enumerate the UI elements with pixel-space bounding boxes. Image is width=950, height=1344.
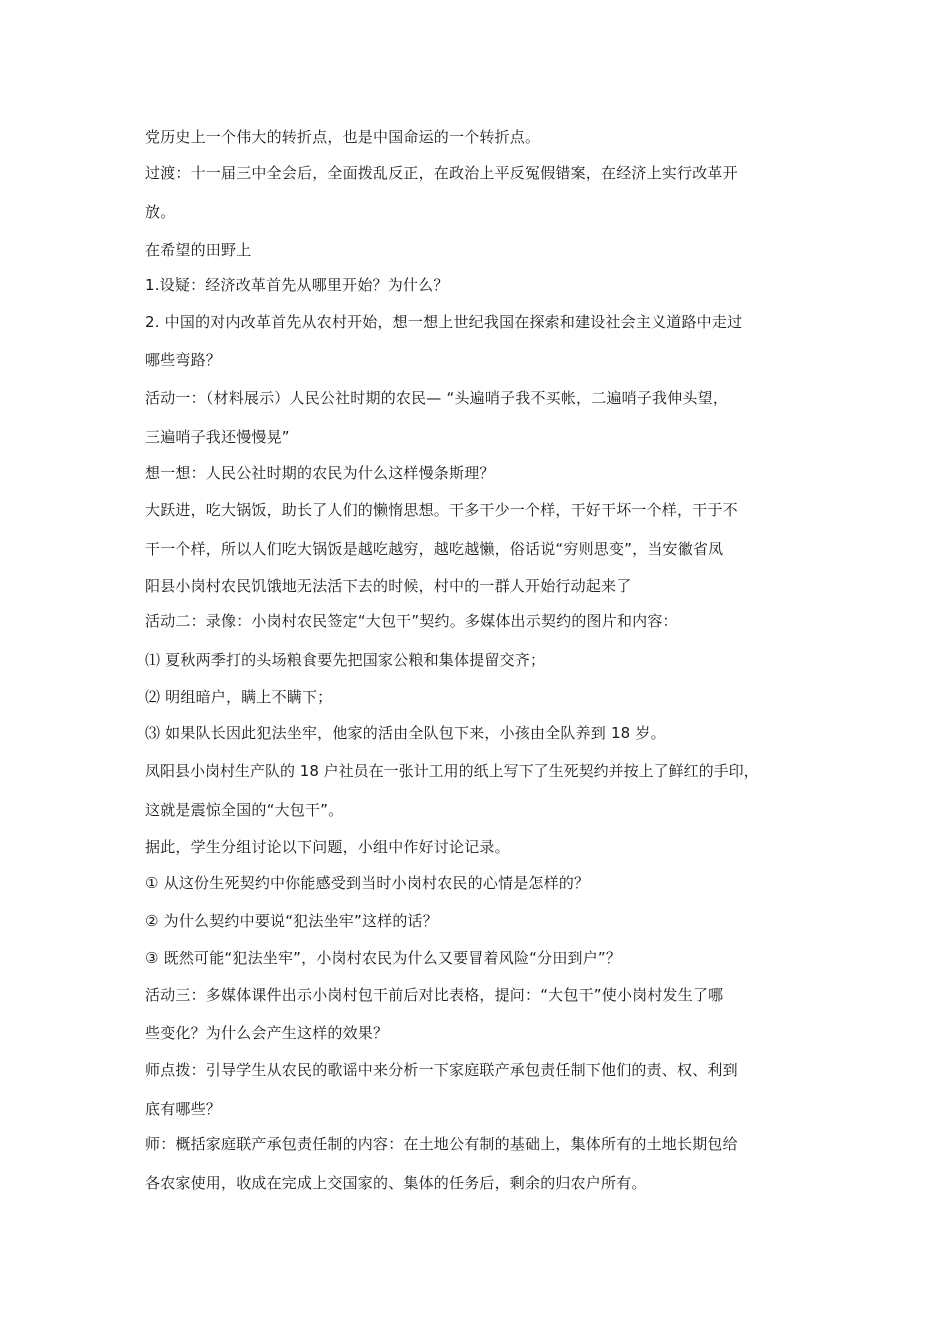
- text-line: 2. 中国的对内改革首先从农村开始，想一想上世纪我国在探索和建设社会主义道路中走过: [145, 313, 743, 331]
- text-line: 干一个样，所以人们吃大锅饭是越吃越穷，越吃越懒，俗话说“穷则思变”，当安徽省凤: [145, 540, 724, 558]
- text-line: 1.设疑：经济改革首先从哪里开始？为什么？: [145, 276, 449, 294]
- text-line: 凤阳县小岗村生产队的 18 户社员在一张计工用的纸上写下了生死契约并按上了鲜红的手印，: [145, 762, 759, 780]
- text-line: 大跃进，吃大锅饭，助长了人们的懒惰思想。干多干少一个样，干好干坏一个样，干于不: [145, 501, 738, 519]
- list-item: ⑴ 夏秋两季打的头场粮食要先把国家公粮和集体提留交齐；: [145, 651, 546, 669]
- text-line: 阳县小岗村农民饥饿地无法活下去的时候，村中的一群人开始行动起来了: [145, 577, 632, 595]
- text-line: 党历史上一个伟大的转折点，也是中国命运的一个转折点。: [145, 128, 541, 146]
- text-line: 过渡：十一届三中全会后，全面拨乱反正，在政治上平反冤假错案，在经济上实行改革开: [145, 164, 738, 182]
- text-line: 活动二：录像：小岗村农民签定“大包干”契约。多媒体出示契约的图片和内容：: [145, 612, 678, 630]
- list-item: ⑶ 如果队长因此犯法坐牢，他家的活由全队包下来，小孩由全队养到 18 岁。: [145, 724, 666, 742]
- list-item: ③ 既然可能“犯法坐牢”，小岗村农民为什么又要冒着风险“分田到户”？: [145, 949, 622, 967]
- text-line: 活动一：（材料展示）人民公社时期的农民— “头遍哨子我不买帐，二遍哨子我伸头望，: [145, 389, 729, 407]
- list-item: ⑵ 明组暗户，瞒上不瞒下；: [145, 688, 333, 706]
- list-item: ② 为什么契约中要说“犯法坐牢”这样的话？: [145, 912, 438, 930]
- text-line: 底有哪些？: [145, 1100, 222, 1118]
- section-heading: 在希望的田野上: [145, 241, 252, 259]
- text-line: 些变化？为什么会产生这样的效果？: [145, 1024, 389, 1042]
- text-line: 师点拨：引导学生从农民的歌谣中来分析一下家庭联产承包责任制下他们的责、权、利到: [145, 1061, 738, 1079]
- text-line: 活动三：多媒体课件出示小岗村包干前后对比表格，提问：“大包干”使小岗村发生了哪: [145, 986, 724, 1004]
- text-line: 三遍哨子我还慢慢晃”: [145, 428, 290, 446]
- text-line: 师：概括家庭联产承包责任制的内容：在土地公有制的基础上，集体所有的土地长期包给: [145, 1135, 738, 1153]
- text-line: 想一想：人民公社时期的农民为什么这样慢条斯理？: [145, 464, 495, 482]
- text-line: 据此，学生分组讨论以下问题，小组中作好讨论记录。: [145, 838, 510, 856]
- list-item: ① 从这份生死契约中你能感受到当时小岗村农民的心情是怎样的？: [145, 874, 590, 892]
- text-line: 放。: [145, 203, 176, 221]
- text-line: 这就是震惊全国的“大包干”。: [145, 801, 344, 819]
- text-line: 各农家使用，收成在完成上交国家的、集体的任务后，剩余的归农户所有。: [145, 1174, 647, 1192]
- text-line: 哪些弯路？: [145, 351, 222, 369]
